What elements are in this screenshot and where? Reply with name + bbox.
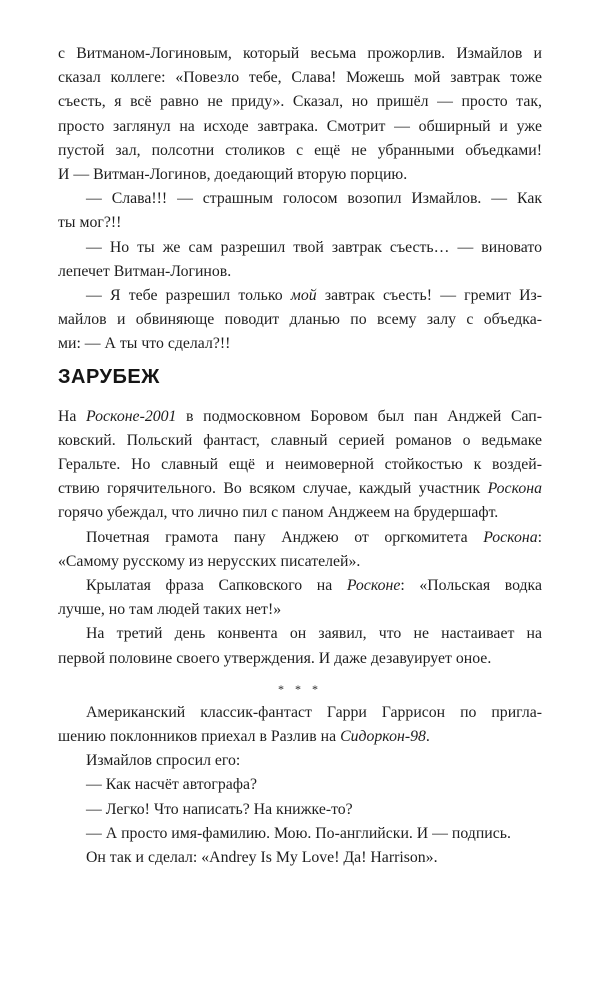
text-span: завтрак съесть! — гремит Из- — [316, 287, 543, 304]
text-line — [86, 574, 542, 598]
text-line: ты мог?!! — [58, 214, 122, 232]
text-line: — Как насчёт автографа? — [86, 776, 257, 794]
text-line: пустой зал, полсотни столиков с ещё не убранными объедками! — [58, 141, 542, 159]
text-line: майлов и обвиняюще поводит дланью по всему залу с объедка- — [58, 311, 542, 329]
italic-word: Росконе — [346, 577, 401, 594]
text-span: На — [58, 407, 87, 425]
italic-word: Роскона — [483, 528, 538, 546]
text-line: ми: — А ты что сделал?!! — [58, 335, 231, 353]
text-line: — Легко! Что написать? На книжке-то? — [86, 800, 353, 818]
text-span: ствию горячительного. Во всяком случае, каждый участник — [58, 480, 488, 498]
text-line: съесть, я всё равно не приду». Сказал, но пришёл — просто так, — [58, 93, 542, 111]
text-line — [58, 405, 542, 429]
text-span: Почетная грамота пану Анджею от оргкомитета — [86, 528, 484, 546]
text-span: : — [537, 528, 542, 546]
text-span: Крылатая фраза Сапковского на — [86, 577, 347, 594]
text-line: «Самому русскому из нерусских писателей». — [58, 552, 361, 570]
italic-word: Роскона — [487, 480, 542, 498]
text-line: с Витманом-Логиновым, который весьма прожорлив. Измайлов и — [58, 45, 542, 62]
text-span: шению поклонников приехал в Разлив на — [58, 728, 341, 745]
text-line — [86, 284, 542, 308]
text-line — [86, 526, 542, 550]
text-line: лепечет Витман-Логинов. — [58, 262, 232, 280]
text-span: — Я тебе разрешил только — [86, 287, 291, 304]
text-line: Он так и сделал: «Andrey Is My Love! Да! Harrison». — [86, 849, 438, 866]
text-line: сказал коллеге: «Повезло тебе, Слава! Можешь мой завтрак тоже — [58, 69, 542, 87]
text-line: горячо убеждал, что лично пил с паном Анджеем на брудершафт. — [58, 504, 499, 522]
text-line: И — Витман-Логинов, доедающий вторую порцию. — [58, 166, 408, 183]
text-line — [58, 725, 542, 749]
text-line: Американский классик-фантаст Гарри Гаррисон по пригла- — [86, 703, 542, 721]
text-span: . — [425, 728, 430, 745]
text-line: На третий день конвента он заявил, что не настаивает на — [86, 625, 542, 643]
text-line: — Слава!!! — страшным голосом возопил Измайлов. — Как — [86, 190, 542, 208]
text-span: : «Польская водка — [400, 577, 543, 594]
text-line: первой половине своего утверждения. И даже дезавуирует оное. — [58, 649, 492, 667]
text-line: — А просто имя-фамилию. Мою. По-английски. И — подпись. — [86, 824, 511, 842]
section-divider: * * * — [278, 681, 322, 696]
text-line: Измайлов спросил его: — [86, 752, 241, 770]
text-line: просто заглянул на исходе завтрака. Смотрит — обширный и уже — [58, 117, 542, 135]
section-heading: ЗАРУБЕЖ — [58, 365, 160, 388]
text-line: ковский. Польский фантаст, славный серией романов о ведьмаке — [58, 431, 542, 449]
text-line: лучше, но там людей таких нет!» — [58, 601, 282, 619]
text-line: Геральте. Но славный ещё и неимоверной стойкостью к воздей- — [58, 456, 542, 473]
italic-word: Сидоркон-98 — [340, 728, 426, 745]
text-line: — Но ты же сам разрешил твой завтрак съесть… — виновато — [86, 238, 542, 256]
italic-word: мой — [290, 287, 317, 304]
text-line — [58, 477, 542, 501]
text-span: в подмосковном Боровом был пан Анджей Сап- — [176, 407, 543, 425]
italic-word: Росконе-2001 — [86, 407, 177, 425]
